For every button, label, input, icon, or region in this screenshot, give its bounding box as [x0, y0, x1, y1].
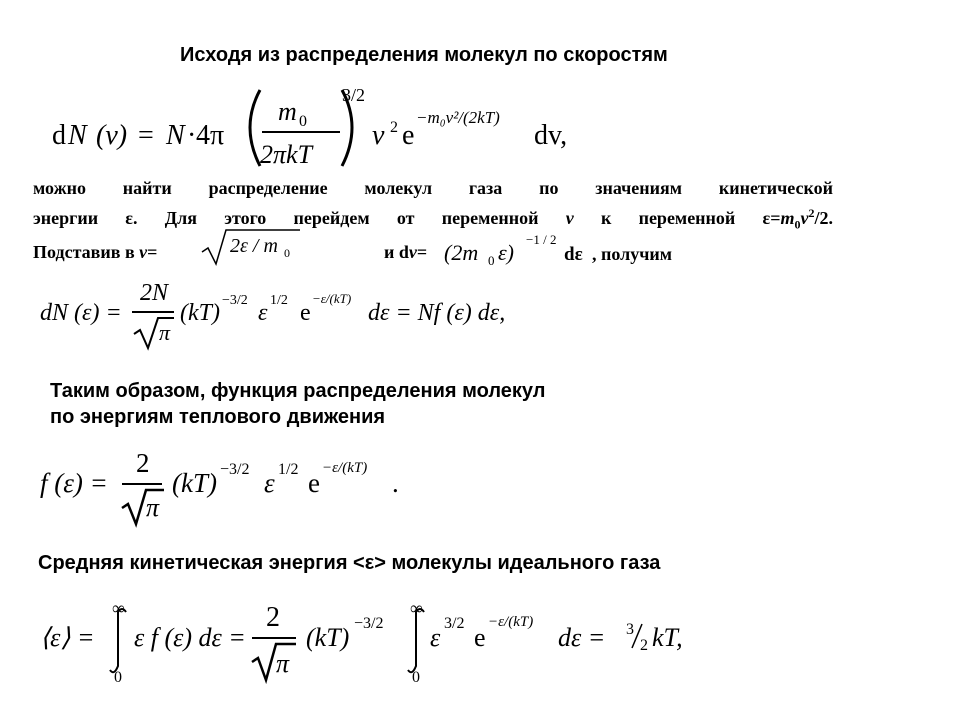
- heading2-line-1: Таким образом, функция распределения молекул: [50, 380, 546, 402]
- paragraph-line-1: можно найти распределение молекул газа по значениям кинетической: [33, 178, 833, 198]
- eq3-power2: 1/2: [278, 461, 299, 478]
- dv-expr-sub: 0: [488, 253, 495, 268]
- slide-title: Исходя из распределения молекул по скоростям: [180, 44, 668, 66]
- paragraph-line-2-v2: v: [800, 208, 809, 228]
- eq3-lhs: f (ε) =: [40, 468, 108, 498]
- dv-expr-end: ε): [498, 240, 514, 265]
- eq4-radical: [252, 644, 296, 680]
- eq4-kT-end: kT,: [652, 623, 683, 652]
- eq4-integral-1: [110, 609, 126, 672]
- eq2-pi: π: [159, 320, 171, 345]
- eq4-integral-2: [408, 609, 424, 672]
- eq4-upper-limit-2: ∞: [410, 598, 423, 618]
- eq2-kT: (kT): [180, 300, 220, 326]
- substitution-dv: [384, 242, 427, 263]
- heading2-line-2: по энергиям теплового движения: [50, 406, 386, 428]
- eq2-lhs: dN (ε) =: [40, 300, 122, 326]
- eq4-pi: π: [276, 649, 290, 678]
- eq4-numerator: 2: [266, 602, 280, 633]
- equation-mean-energy: [38, 596, 698, 688]
- eq4-exp-base: e: [474, 623, 486, 652]
- paragraph-line-2: [33, 201, 833, 238]
- eq4-two: 2: [640, 637, 648, 654]
- substitution-lead: Подставив в: [33, 242, 135, 262]
- energy-distribution-heading: [50, 378, 545, 430]
- eq4-lower-limit-1: 0: [114, 669, 122, 686]
- eq1-N2: N: [166, 120, 185, 151]
- eq1-m0: m: [278, 97, 297, 126]
- eq1-v-arg: (v): [96, 120, 128, 151]
- eq4-lower-limit-2: 0: [412, 669, 420, 686]
- paragraph-line-2-m: m: [780, 208, 795, 228]
- paragraph-line-2-sub: 0: [794, 217, 801, 232]
- radicand-sub: 0: [284, 246, 290, 260]
- eq4-three: 3: [626, 621, 634, 638]
- eq4-lhs: ⟨ε⟩ =: [40, 623, 95, 652]
- eq4-eps: ε: [430, 623, 441, 652]
- eq1-v: v: [372, 120, 385, 151]
- eq3-period: .: [392, 468, 399, 498]
- eq4-kT: (kT): [306, 623, 350, 652]
- paragraph-line-2-end: /2.: [814, 208, 834, 228]
- eq1-equals: =: [138, 120, 154, 151]
- dv-expr-tail: , получим: [592, 244, 673, 264]
- dv-expr-main: (2m: [444, 240, 479, 265]
- eq1-v-power: 2: [390, 119, 398, 136]
- equation-energy-distribution: [38, 278, 528, 356]
- substitution-sqrt: [200, 226, 310, 268]
- eq4-exponent: −ε/(kT): [488, 614, 534, 630]
- eq2-power2: 1/2: [270, 293, 288, 308]
- eq3-exponent: −ε/(kT): [322, 460, 368, 476]
- paragraph-line-2-a: энергии ε. Для этого перейдем от переменной: [33, 208, 539, 228]
- radicand: 2ε / m: [230, 235, 278, 257]
- mean-energy-heading: Средняя кинетическая энергия <ε> молекулы идеального газа: [38, 552, 661, 574]
- eq1-power: 3/2: [342, 85, 366, 105]
- equation-distribution-function: [38, 446, 428, 530]
- eq1-dot: ·: [187, 120, 197, 151]
- eq1-m0-sub: 0: [299, 113, 307, 130]
- paragraph-line-2-v: v: [565, 208, 574, 228]
- explanation-paragraph: [33, 176, 833, 238]
- eq4-power1: −3/2: [354, 615, 384, 632]
- eq3-kT: (kT): [172, 468, 217, 498]
- substitution-v2: v: [408, 242, 417, 262]
- dv-expr-deps: dε: [564, 244, 583, 265]
- eq3-numerator: 2: [136, 448, 150, 478]
- eq2-exp-base: e: [300, 300, 311, 326]
- paragraph-line-2-sup: 2: [808, 206, 815, 220]
- eq4-upper-limit-1: ∞: [112, 598, 125, 618]
- eq4-integrand-1: ε f (ε) dε =: [134, 623, 246, 652]
- equation-speed-distribution: [50, 80, 610, 175]
- eq4-deps: dε =: [558, 623, 606, 652]
- eq2-numerator: 2N: [140, 280, 169, 306]
- eq1-left-paren: [250, 90, 260, 166]
- eq3-power1: −3/2: [220, 461, 250, 478]
- substitution-eq2: =: [416, 242, 428, 262]
- substitution-eq: =: [147, 242, 158, 262]
- eq1-exponent: −m₀v²/(2kT): [416, 108, 500, 127]
- substitution-line: [33, 242, 157, 263]
- eq1-exp-base: e: [402, 120, 415, 151]
- substitution-and-d: и d: [384, 242, 409, 262]
- substitution-v: v: [139, 242, 148, 262]
- substitution-dv-expr: [442, 226, 712, 270]
- eq3-eps: ε: [264, 468, 275, 498]
- eq3-pi: π: [146, 493, 160, 522]
- eq1-d: d: [52, 120, 66, 151]
- eq1-denominator: 2πkT: [260, 140, 313, 169]
- dv-expr-power: −1 / 2: [526, 232, 557, 247]
- eq2-exponent: −ε/(kT): [312, 291, 352, 306]
- eq2-power1: −3/2: [222, 293, 248, 308]
- eq4-power2: 3/2: [444, 615, 465, 632]
- eq2-eps: ε: [258, 300, 268, 326]
- eq1-four-pi: 4π: [196, 120, 225, 151]
- paragraph-line-2-c: к переменной ε=: [600, 208, 781, 228]
- eq3-exp-base: e: [308, 468, 320, 498]
- eq2-rhs: dε = Nf (ε) dε,: [368, 300, 506, 326]
- eq1-N: N: [68, 120, 87, 151]
- eq1-dv: dv,: [534, 120, 568, 151]
